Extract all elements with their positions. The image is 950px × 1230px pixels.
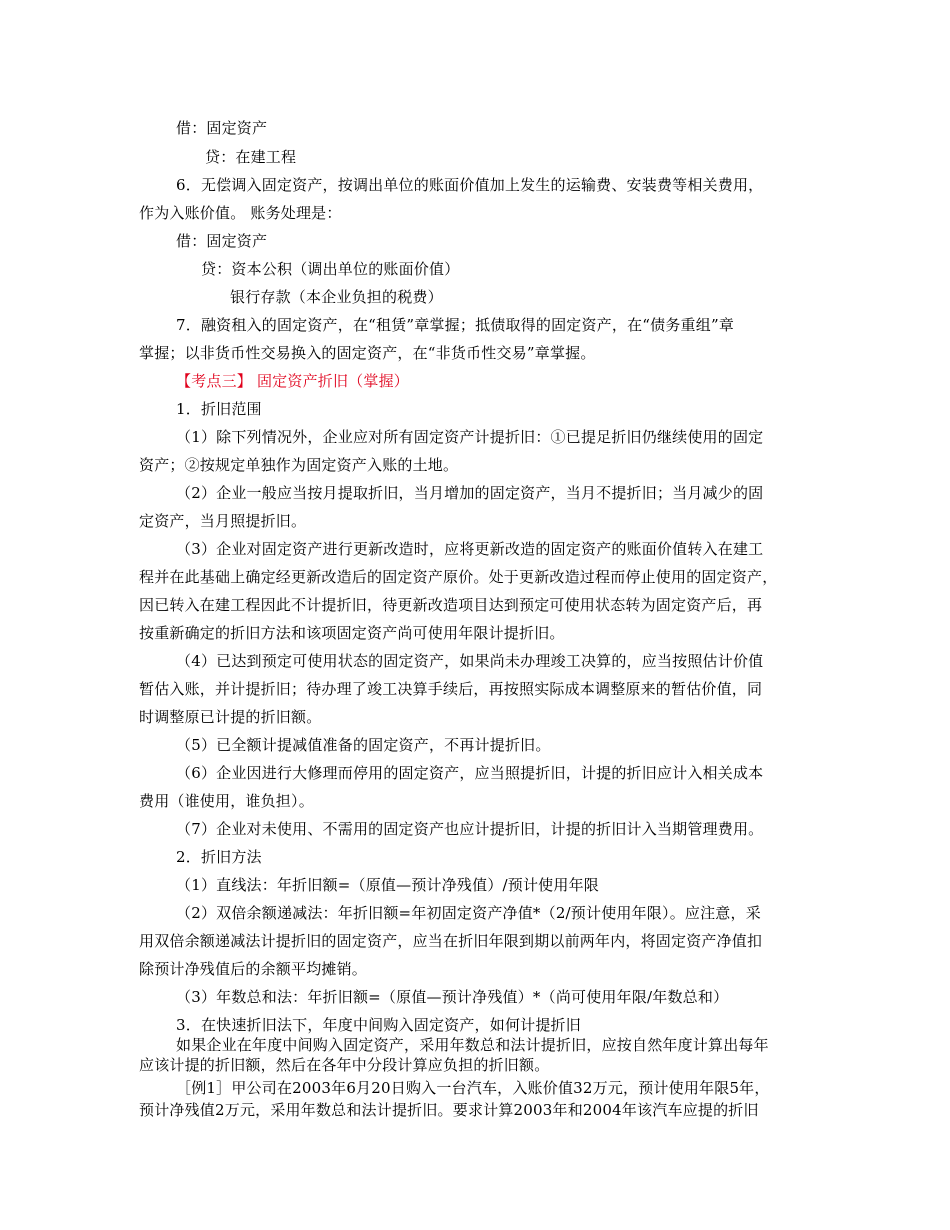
text-line: （3）年数总和法：年折旧额=（原值—预计净残值）*（尚可使用年限/年数总和）: [176, 988, 729, 1006]
text-line: （1）除下列情况外，企业应对所有固定资产计提折旧：①已提足折旧仍继续使用的固定: [176, 428, 764, 446]
subheading: 1．折旧范围: [176, 400, 262, 418]
text-line: 暂估入账，并计提折旧；待办理了竣工决算手续后，再按照实际成本调整原来的暂估价值，同: [139, 680, 763, 698]
example-line: ［例1］甲公司在2003年6月20日购入一台汽车，入账价值32万元，预计使用年限5年，: [176, 1079, 770, 1097]
example-line: 预计净残值2万元，采用年数总和法计提折旧。要求计算2003年和2004年该汽车应提的折旧: [139, 1101, 759, 1119]
text-line: 6．无偿调入固定资产，按调出单位的账面价值加上发生的运输费、安装费等相关费用，: [176, 176, 764, 194]
text-line: 掌握；以非货币性交易换入的固定资产，在“非货币性交易”章掌握。: [139, 344, 596, 362]
text-line: 应该计提的折旧额，然后在各年中分段计算应负担的折旧额。: [139, 1056, 550, 1074]
text-line: 7．融资租入的固定资产，在“租赁”章掌握；抵债取得的固定资产，在“债务重组”章: [176, 316, 735, 334]
subheading: 2．折旧方法: [176, 848, 262, 866]
text-line: （5）已全额计提减值准备的固定资产，不再计提折旧。: [176, 736, 551, 754]
text-line: 借：固定资产: [176, 119, 268, 137]
text-line: （4）已达到预定可使用状态的固定资产，如果尚未办理竣工决算的，应当按照估计价值: [176, 652, 764, 670]
text-line: 银行存款（本企业负担的税费）: [230, 288, 443, 306]
text-line: 作为入账价值。 账务处理是：: [139, 204, 342, 222]
text-line: （6）企业因进行大修理而停用的固定资产，应当照提折旧，计提的折旧应计入相关成本: [176, 764, 764, 782]
text-line: （2）企业一般应当按月提取折旧，当月增加的固定资产，当月不提折旧；当月减少的固: [176, 484, 764, 502]
text-line: 定资产，当月照提折旧。: [139, 512, 307, 530]
text-line: （2）双倍余额递减法：年折旧额=年初固定资产净值*（2/预计使用年限）。应注意，采: [176, 904, 761, 922]
text-line: 如果企业在年度中间购入固定资产，采用年数总和法计提折旧，应按自然年度计算出每年: [176, 1036, 769, 1054]
text-line: 借：固定资产: [176, 232, 268, 250]
text-line: （1）直线法：年折旧额=（原值—预计净残值）/预计使用年限: [176, 876, 599, 894]
subheading: 3．在快速折旧法下，年度中间购入固定资产，如何计提折旧: [176, 1016, 581, 1034]
text-line: 因已转入在建工程因此不计提折旧，待更新改造项目达到预定可使用状态转为固定资产后，再: [139, 596, 763, 614]
text-line: 资产；②按规定单独作为固定资产入账的土地。: [139, 456, 459, 474]
section-heading: 【考点三】 固定资产折旧（掌握）: [176, 372, 409, 390]
text-line: 程并在此基础上确定经更新改造后的固定资产原价。处于更新改造过程而停止使用的固定资产，: [139, 568, 778, 586]
text-line: 按重新确定的折旧方法和该项固定资产尚可使用年限计提折旧。: [139, 624, 565, 642]
text-line: 费用（谁使用，谁负担）。: [139, 792, 314, 810]
text-line: 除预计净残值后的余额平均摊销。: [139, 960, 368, 978]
text-line: 贷：资本公积（调出单位的账面价值）: [201, 260, 460, 278]
text-line: （3）企业对固定资产进行更新改造时，应将更新改造的固定资产的账面价值转入在建工: [176, 540, 764, 558]
text-line: 用双倍余额递减法计提折旧的固定资产，应当在折旧年限到期以前两年内，将固定资产净值扣: [139, 932, 763, 950]
text-line: 贷：在建工程: [205, 148, 297, 166]
text-line: 时调整原已计提的折旧额。: [139, 708, 322, 726]
text-line: （7）企业对未使用、不需用的固定资产也应计提折旧，计提的折旧计入当期管理费用。: [176, 820, 764, 838]
